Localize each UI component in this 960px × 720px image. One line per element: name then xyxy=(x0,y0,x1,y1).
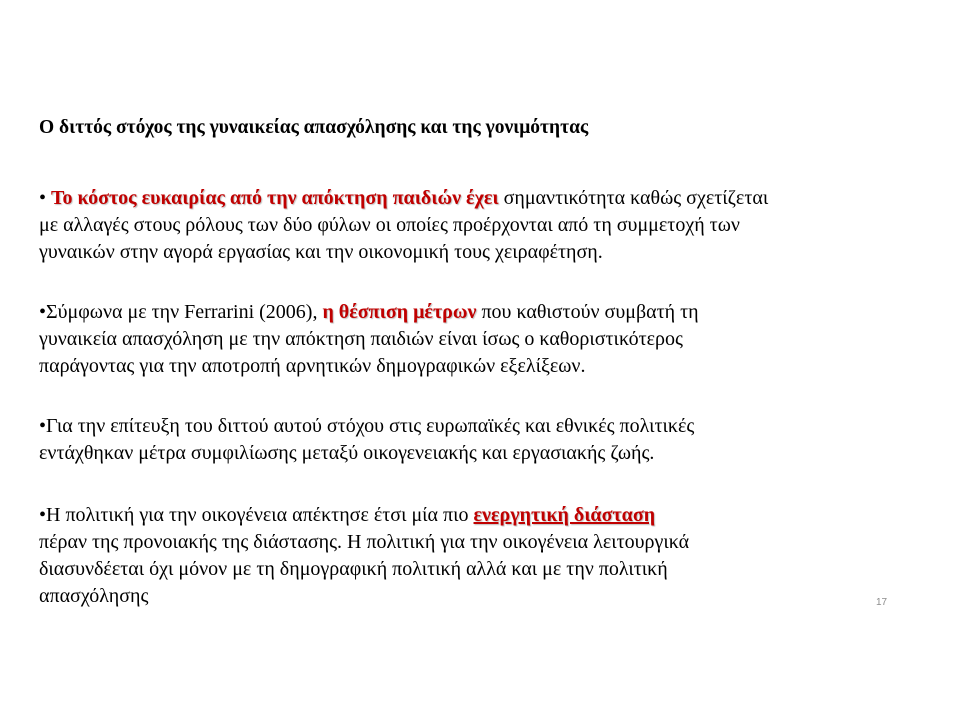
paragraph-line: παράγοντας για την αποτροπή αρνητικών δημογραφικών εξελίξεων. xyxy=(39,355,586,377)
slide-title: Ο διττός στόχος της γυναικείας απασχόλησης και της γονιμότητας xyxy=(39,117,589,138)
bullet: • xyxy=(39,187,52,209)
paragraph-line: •Για την επίτευξη του διττού αυτού στόχου στις ευρωπαϊκές και εθνικές πολιτικές xyxy=(39,415,695,437)
paragraph-line: γυναικεία απασχόληση με την απόκτηση παιδιών είναι ίσως ο καθοριστικότερος xyxy=(39,328,683,350)
paragraph-text: που καθιστούν συμβατή τη xyxy=(476,301,699,323)
paragraph-line xyxy=(39,299,929,326)
paragraph-line: γυναικών στην αγορά εργασίας και την οικονομική τους χειραφέτηση. xyxy=(39,241,603,263)
highlight-opportunity-cost: Το κόστος ευκαιρίας από την απόκτηση παιδιών έχει xyxy=(51,187,499,209)
paragraph-opportunity-cost xyxy=(39,185,929,266)
paragraph-line: με αλλαγές στους ρόλους των δύο φύλων οι οποίες προέρχονται από τη συμμετοχή των xyxy=(39,214,740,236)
highlight-active-dimension: ενεργητική διάσταση xyxy=(473,504,656,526)
paragraph-line: απασχόλησης xyxy=(39,585,149,607)
highlight-measures: η θέσπιση μέτρων xyxy=(322,301,477,323)
paragraph-ferrarini xyxy=(39,299,929,380)
paragraph-family-policy xyxy=(39,502,929,610)
paragraph-text: •Σύμφωνα με την Ferrarini (2006), xyxy=(39,301,323,323)
paragraph-text: •Η πολιτική για την οικογένεια απέκτησε έτσι μία πιο xyxy=(39,504,474,526)
page-number: 17 xyxy=(876,597,888,608)
paragraph-line: εντάχθηκαν μέτρα συμφιλίωσης μεταξύ οικογενειακής και εργασιακής ζωής. xyxy=(39,442,655,464)
paragraph-line: πέραν της προνοιακής της διάστασης. Η πολιτική για την οικογένεια λειτουργικά xyxy=(39,531,690,553)
paragraph-text: σημαντικότητα καθώς σχετίζεται xyxy=(498,187,769,209)
paragraph-dual-goal xyxy=(39,413,929,467)
paragraph-line xyxy=(39,502,929,529)
paragraph-line: διασυνδέεται όχι μόνον με τη δημογραφική πολιτική αλλά και με την πολιτική xyxy=(39,558,668,580)
paragraph-line xyxy=(39,185,929,212)
